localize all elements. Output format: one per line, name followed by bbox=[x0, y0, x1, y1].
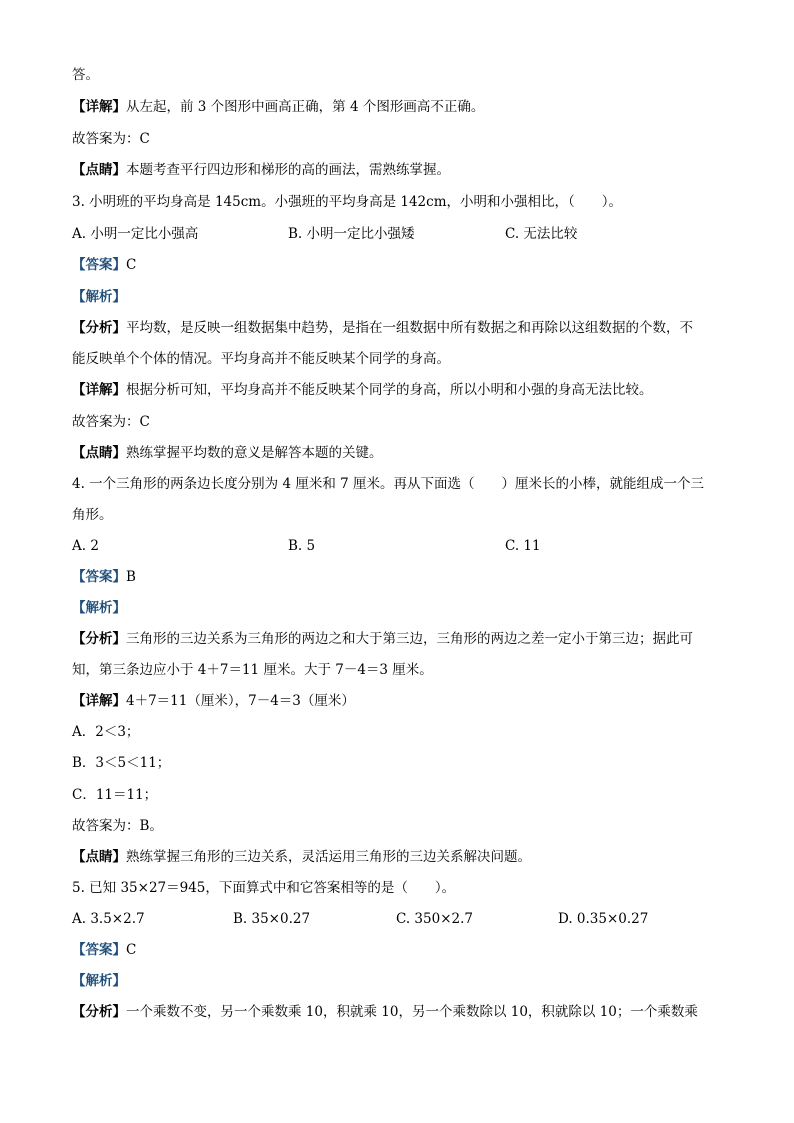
detail-text: 从左起，前 3 个图形中画高正确，第 4 个图形画高不正确。 bbox=[126, 99, 485, 115]
q3-analysis-tag bbox=[72, 288, 126, 306]
q5-stem: 5. 已知 35×27＝945，下面算式中和它答案相等的是（ ）。 bbox=[72, 880, 456, 896]
q3-fenxi-tag: 【分析】 bbox=[72, 320, 126, 336]
q3-analysis-label: 【解析】 bbox=[72, 289, 126, 305]
q4-xiangjie-tag: 【详解】 bbox=[72, 693, 126, 709]
detail-line bbox=[72, 98, 484, 116]
q4-option-c: C. 11 bbox=[505, 538, 541, 554]
q4-step-b: B．3＜5＜11； bbox=[72, 755, 171, 771]
q4-answer-line bbox=[72, 568, 136, 586]
q5-fenxi-tag: 【分析】 bbox=[72, 1004, 126, 1020]
q3-answer-tag: 【答案】 bbox=[72, 257, 126, 273]
q4-xiangjie-line bbox=[72, 692, 355, 710]
result-line: 故答案为：C bbox=[72, 131, 150, 147]
q5-answer-tag: 【答案】 bbox=[72, 942, 126, 958]
q4-result-line: 故答案为：B。 bbox=[72, 818, 163, 834]
q4-fenxi-tag: 【分析】 bbox=[72, 631, 126, 647]
q5-fenxi-text-1: 一个乘数不变，另一个乘数乘 10，积就乘 10，另一个乘数除以 10，积就除以 10；一个乘数乘 bbox=[126, 1004, 698, 1020]
q3-option-c: C. 无法比较 bbox=[505, 226, 578, 242]
q4-xiangjie-text: 4＋7＝11（厘米），7－4＝3（厘米） bbox=[126, 693, 355, 709]
q3-answer-line bbox=[72, 256, 136, 274]
q3-xiangjie-tag: 【详解】 bbox=[72, 382, 126, 398]
q3-answer: C bbox=[126, 257, 137, 273]
q5-option-a: A. 3.5×2.7 bbox=[72, 911, 145, 927]
q3-option-a: A. 小明一定比小强高 bbox=[72, 226, 199, 242]
q4-answer-tag: 【答案】 bbox=[72, 569, 126, 585]
q5-answer-line bbox=[72, 941, 136, 959]
q4-fenxi-text-1: 三角形的三边关系为三角形的两边之和大于第三边，三角形的两边之差一定小于第三边；据此可 bbox=[126, 631, 693, 647]
q4-option-a: A. 2 bbox=[72, 538, 99, 554]
q4-answer: B bbox=[126, 569, 136, 585]
q3-xiangjie-line bbox=[72, 381, 653, 399]
q5-fenxi-line-1 bbox=[72, 1003, 698, 1021]
dianjing-tag: 【点睛】 bbox=[72, 162, 126, 178]
q3-stem: 3. 小明班的平均身高是 145cm。小强班的平均身高是 142cm，小明和小强相比，（ ）。 bbox=[72, 194, 623, 210]
q3-xiangjie-text: 根据分析可知，平均身高并不能反映某个同学的身高，所以小明和小强的身高无法比较。 bbox=[126, 382, 653, 398]
detail-tag: 【详解】 bbox=[72, 99, 126, 115]
q4-step-c: C．11＝11； bbox=[72, 787, 158, 803]
continuation-text: 答。 bbox=[72, 67, 99, 83]
q4-fenxi-line-2: 知，第三条边应小于 4＋7＝11 厘米。大于 7－4＝3 厘米。 bbox=[72, 662, 433, 678]
q5-answer: C bbox=[126, 942, 137, 958]
q4-analysis-tag bbox=[72, 599, 126, 617]
q5-option-d: D. 0.35×0.27 bbox=[558, 911, 649, 927]
q4-analysis-label: 【解析】 bbox=[72, 600, 126, 616]
q3-dianjing-line bbox=[72, 444, 383, 462]
q3-fenxi-text-1: 平均数，是反映一组数据集中趋势，是指在一组数据中所有数据之和再除以这组数据的个数，不 bbox=[126, 320, 693, 336]
q4-step-a: A．2＜3； bbox=[72, 724, 140, 740]
q4-dianjing-tag: 【点睛】 bbox=[72, 849, 126, 865]
q5-analysis-label: 【解析】 bbox=[72, 973, 126, 989]
q3-option-b: B. 小明一定比小强矮 bbox=[288, 226, 415, 242]
dianjing-line bbox=[72, 161, 450, 179]
q3-fenxi-line-2: 能反映单个个体的情况。平均身高并不能反映某个同学的身高。 bbox=[72, 351, 450, 367]
q4-dianjing-line bbox=[72, 848, 531, 866]
q5-option-b: B. 35×0.27 bbox=[233, 911, 311, 927]
q3-fenxi-line-1 bbox=[72, 319, 693, 337]
q4-stem-2: 角形。 bbox=[72, 507, 113, 523]
q4-dianjing-text: 熟练掌握三角形的三边关系，灵活运用三角形的三边关系解决问题。 bbox=[126, 849, 531, 865]
q4-option-b: B. 5 bbox=[288, 538, 316, 554]
dianjing-text: 本题考查平行四边形和梯形的高的画法，需熟练掌握。 bbox=[126, 162, 450, 178]
q3-result-line: 故答案为：C bbox=[72, 414, 150, 430]
q3-dianjing-text: 熟练掌握平均数的意义是解答本题的关键。 bbox=[126, 445, 383, 461]
q3-dianjing-tag: 【点睛】 bbox=[72, 445, 126, 461]
q5-option-c: C. 350×2.7 bbox=[396, 911, 473, 927]
q5-analysis-tag bbox=[72, 972, 126, 990]
q4-fenxi-line-1 bbox=[72, 630, 693, 648]
q4-stem-1: 4. 一个三角形的两条边长度分别为 4 厘米和 7 厘米。再从下面选（ ）厘米长的小棒，就能组成一个三 bbox=[72, 476, 705, 492]
